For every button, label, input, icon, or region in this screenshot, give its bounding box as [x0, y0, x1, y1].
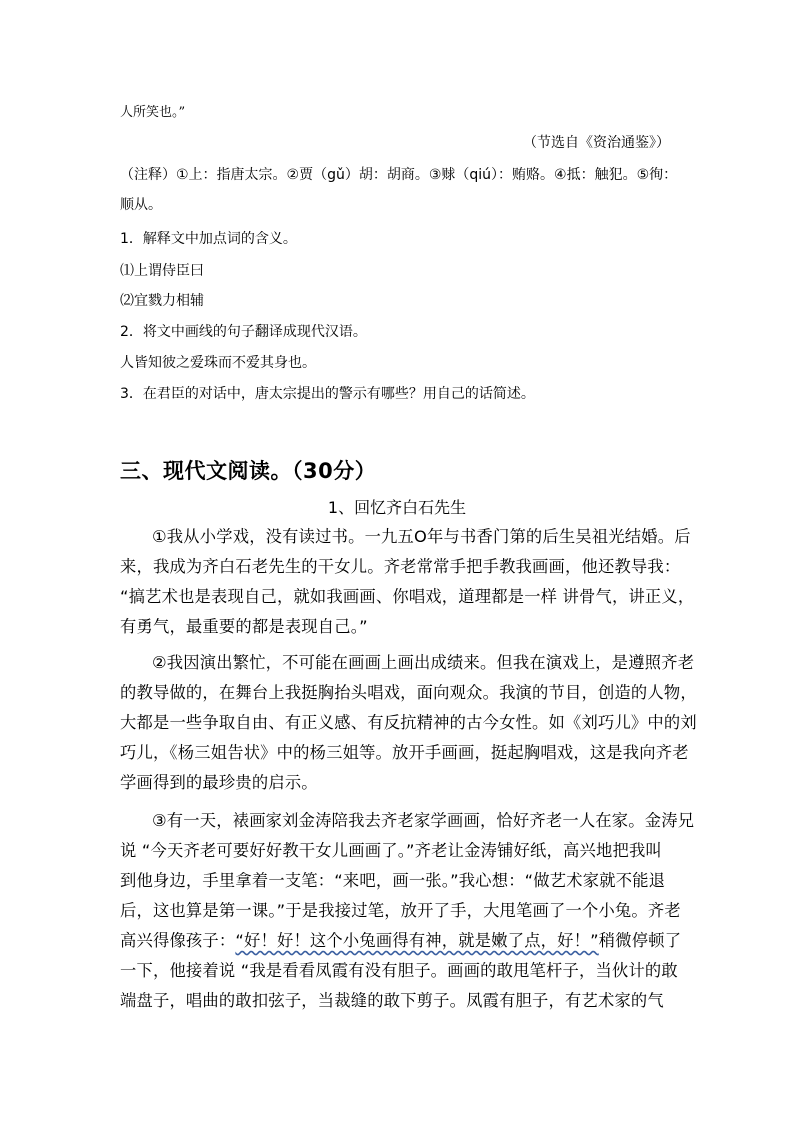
paragraph-line: ②我因演出繁忙，不可能在画画上画出成绩来。但我在演戏上，是遵照齐老	[152, 653, 695, 672]
text-before-underline: 高兴得像孩子：	[120, 931, 236, 950]
question-1a: ⑴上谓侍臣曰	[120, 263, 204, 279]
passage-ending: 人所笑也。”	[120, 105, 186, 120]
paragraph-line: 大都是一些争取自由、有正义感、有反抗精神的古今女性。如《刘巧儿》中的刘	[120, 713, 697, 732]
notes-line-1: （注释）①上：指唐太宗。②贾（gǔ）胡：胡商。③赇（qiú）：贿赂。④抵：触犯。⑤徇：	[120, 167, 678, 183]
paragraph-line-with-underline	[120, 926, 682, 956]
paragraph-line: 后，这也算是第一课。”于是我接过笔，放开了手，大甩笔画了一个小兔。齐老	[120, 901, 681, 920]
paragraph-line: “搞艺术也是表现自己，就如我画画、你唱戏，道理都是一样 讲骨气，讲正义，	[120, 587, 695, 606]
question-2: 2．将文中画线的句子翻译成现代汉语。	[120, 324, 367, 340]
paragraph-line: 学画得到的最珍贵的启示。	[120, 773, 318, 792]
paragraph-line: ③有一天，裱画家刘金涛陪我去齐老家学画画，恰好齐老一人在家。金涛兄	[152, 811, 695, 830]
paragraph-line: 说 “今天齐老可要好好教干女儿画画了。”齐老让金涛铺好纸，高兴地把我叫	[120, 841, 662, 860]
source-citation: （节选自《资治通鉴》）	[523, 135, 670, 151]
notes-line-2: 顺从。	[120, 197, 162, 213]
paragraph-line: 有勇气，最重要的都是表现自己。”	[120, 617, 368, 636]
wavy-underlined-quote: “好！好！这个小兔画得有神，就是嫩了点，好！”	[235, 931, 599, 950]
paragraph-line: 端盘子，唱曲的敢扣弦子，当裁缝的敢下剪子。凤霞有胆子，有艺术家的气	[120, 991, 664, 1010]
paragraph-line: 来，我成为齐白石老先生的干女儿。齐老常常手把手教我画画，他还教导我：	[120, 557, 681, 576]
paragraph-line: 到他身边，手里拿着一支笔：“来吧，画一张。”我心想：“做艺术家就不能退	[120, 871, 666, 890]
question-1: 1．解释文中加点词的含义。	[120, 231, 297, 247]
question-3: 3．在君臣的对话中，唐太宗提出的警示有哪些？用自己的话简述。	[120, 386, 535, 402]
section-title: 三、现代文阅读。（30分）	[120, 459, 377, 483]
paragraph-line: ①我从小学戏，没有读过书。一九五O年与书香门第的后生吴祖光结婚。后	[152, 527, 691, 546]
paragraph-line: 的教导做的，在舞台上我挺胸抬头唱戏，面向观众。我演的节目，创造的人物，	[120, 683, 697, 702]
paragraph-3	[120, 806, 695, 1016]
text-after-underline: 稍微停顿了	[598, 931, 682, 950]
paragraph-line: 一下，他接着说 “我是看看凤霞有没有胆子。画画的敢甩笔杆子，当伙计的敢	[120, 961, 678, 980]
paragraph-line: 巧儿，《杨三姐告状》中的杨三姐等。放开手画画，挺起胸唱戏，这是我向齐老	[120, 743, 689, 762]
paragraph-1	[120, 522, 695, 642]
paragraph-2	[120, 648, 697, 798]
question-2-sentence: 人皆知彼之爱珠而不爱其身也。	[120, 355, 316, 371]
article-title: 1、回忆齐白石先生	[327, 498, 467, 517]
question-1b: ⑵宜戮力相辅	[120, 293, 204, 309]
